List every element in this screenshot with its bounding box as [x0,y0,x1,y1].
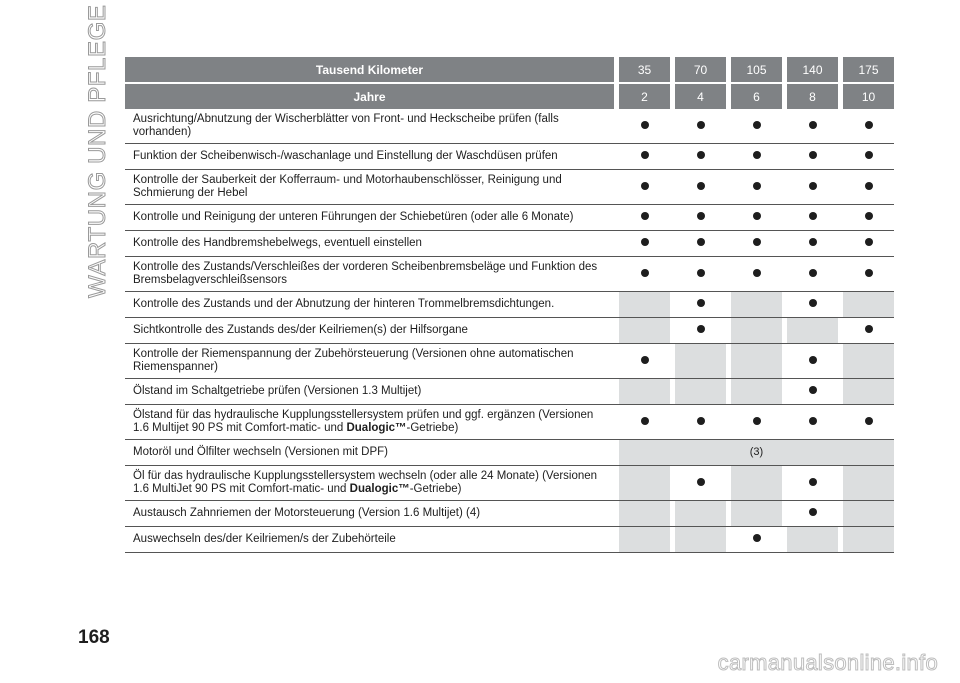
check-dot-icon [753,151,761,159]
interval-cell [731,257,782,292]
page-number: 168 [78,627,110,648]
task-description: Sichtkontrolle des Zustands des/der Keilriemen(s) der Hilfsorgane [125,318,614,344]
interval-cell [675,466,726,501]
check-dot-icon [865,121,873,129]
interval-cell [675,501,726,527]
interval-cell [731,344,782,379]
check-dot-icon [865,212,873,220]
interval-cell [675,144,726,170]
check-dot-icon [641,182,649,190]
interval-cell [675,405,726,440]
task-description: Auswechseln des/der Keilriemen/s der Zubehörteile [125,527,614,553]
check-dot-icon [697,269,705,277]
interval-cell [675,109,726,144]
interval-cell [787,170,838,205]
interval-cell [675,231,726,257]
interval-cell [619,205,670,231]
interval-cell [731,527,782,553]
interval-cell [787,257,838,292]
table-row [125,231,894,257]
header-row-years [125,84,894,109]
task-description: Ölstand im Schaltgetriebe prüfen (Versionen 1.3 Multijet) [125,379,614,405]
interval-cell [619,405,670,440]
check-dot-icon [865,325,873,333]
interval-cell [619,231,670,257]
header-kilometers-label: Tausend Kilometer [125,57,614,84]
header-year-value: 8 [787,84,838,109]
check-dot-icon [641,121,649,129]
interval-cell [619,501,670,527]
task-description: Kontrolle der Sauberkeit der Kofferraum- und Motorhaubenschlösser, Reinigung und Schmierung der Hebel [125,170,614,205]
check-dot-icon [753,212,761,220]
check-dot-icon [865,182,873,190]
task-description [125,405,614,440]
task-description: Kontrolle und Reinigung der unteren Führungen der Schiebetüren (oder alle 6 Monate) [125,205,614,231]
header-row-kilometers [125,57,894,84]
check-dot-icon [697,151,705,159]
interval-cell [843,144,894,170]
check-dot-icon [753,534,761,542]
header-year-value: 10 [843,84,894,109]
task-description: Ausrichtung/Abnutzung der Wischerblätter von Front- und Heckscheibe prüfen (falls vorhanden) [125,109,614,144]
table-row [125,205,894,231]
interval-cell [787,466,838,501]
table-row [125,318,894,344]
check-dot-icon [641,417,649,425]
table-row [125,292,894,318]
interval-cell [619,379,670,405]
interval-cell [731,501,782,527]
brand-name: Dualogic™ [349,483,410,495]
check-dot-icon [753,417,761,425]
check-dot-icon [697,182,705,190]
header-km-value: 35 [619,57,670,84]
task-text: -Getriebe) [406,422,459,434]
check-dot-icon [809,299,817,307]
interval-cell [843,344,894,379]
table-row [125,405,894,440]
interval-cell [619,257,670,292]
interval-cell [675,170,726,205]
check-dot-icon [697,121,705,129]
check-dot-icon [753,269,761,277]
interval-cell [787,205,838,231]
interval-cell [787,405,838,440]
interval-cell [675,344,726,379]
task-description: Austausch Zahnriemen der Motorsteuerung (Version 1.6 Multijet) (4) [125,501,614,527]
interval-cell [619,144,670,170]
table-row [125,379,894,405]
interval-cell [619,109,670,144]
interval-cell [619,318,670,344]
interval-cell [731,231,782,257]
interval-cell [731,292,782,318]
maintenance-table [125,57,894,553]
interval-cell [843,170,894,205]
interval-cell [843,257,894,292]
table-row [125,501,894,527]
check-dot-icon [865,238,873,246]
header-km-value: 105 [731,57,782,84]
check-dot-icon [809,356,817,364]
interval-cell [731,318,782,344]
interval-cell [787,292,838,318]
header-year-value: 4 [675,84,726,109]
task-description: Kontrolle des Handbremshebelwegs, eventuell einstellen [125,231,614,257]
header-year-value: 2 [619,84,670,109]
interval-cell [843,466,894,501]
task-description: Kontrolle des Zustands und der Abnutzung der hinteren Trommelbremsdichtungen. [125,292,614,318]
interval-cell [843,205,894,231]
interval-cell [731,405,782,440]
interval-cell [619,292,670,318]
interval-cell [787,144,838,170]
table-row [125,109,894,144]
interval-cell [787,527,838,553]
interval-cell [843,379,894,405]
interval-cell [843,231,894,257]
task-description: Funktion der Scheibenwisch-/waschanlage und Einstellung der Waschdüsen prüfen [125,144,614,170]
task-description: Kontrolle des Zustands/Verschleißes der vorderen Scheibenbremsbeläge und Funktion des Bremsbelagverschleißsensors [125,257,614,292]
check-dot-icon [697,212,705,220]
interval-cell [843,109,894,144]
task-description [125,466,614,501]
table-row [125,144,894,170]
check-dot-icon [809,182,817,190]
interval-cell [787,379,838,405]
table-row [125,344,894,379]
check-dot-icon [809,212,817,220]
check-dot-icon [753,182,761,190]
interval-cell [731,205,782,231]
interval-cell [619,527,670,553]
interval-cell [675,527,726,553]
header-km-value: 175 [843,57,894,84]
interval-cell [675,205,726,231]
table-row [125,466,894,501]
check-dot-icon [809,121,817,129]
check-dot-icon [697,417,705,425]
interval-cell [619,466,670,501]
check-dot-icon [865,417,873,425]
table-row [125,257,894,292]
interval-cell [787,318,838,344]
check-dot-icon [641,151,649,159]
check-dot-icon [641,356,649,364]
interval-cell [675,379,726,405]
check-dot-icon [809,238,817,246]
table-row [125,527,894,553]
check-dot-icon [809,386,817,394]
check-dot-icon [697,238,705,246]
check-dot-icon [753,121,761,129]
interval-cell [731,170,782,205]
check-dot-icon [697,325,705,333]
interval-cell [843,527,894,553]
interval-cell [787,501,838,527]
interval-cell [619,344,670,379]
task-text: Ölstand für das hydraulische Kupplungsstellersystem prüfen und ggf. ergänzen (Versionen 1.6 Multijet 90 PS mit Comfort-matic- und [133,409,594,434]
check-dot-icon [697,478,705,486]
interval-cell [787,344,838,379]
interval-cell [675,257,726,292]
check-dot-icon [641,212,649,220]
task-description: Kontrolle der Riemenspannung der Zubehörsteuerung (Versionen ohne automatischen Riemenspanner) [125,344,614,379]
check-dot-icon [865,269,873,277]
header-km-value: 140 [787,57,838,84]
task-text: Öl für das hydraulische Kupplungsstellersystem wechseln (oder alle 24 Monate) (Versionen 1.6 MultiJet 90 PS mit Comfort-matic- und [133,470,598,495]
check-dot-icon [641,269,649,277]
check-dot-icon [809,478,817,486]
interval-cell [731,379,782,405]
header-year-value: 6 [731,84,782,109]
interval-cell [843,501,894,527]
check-dot-icon [865,151,873,159]
check-dot-icon [809,151,817,159]
check-dot-icon [809,269,817,277]
interval-cell [675,318,726,344]
table-row [125,170,894,205]
header-years-label: Jahre [125,84,614,109]
header-km-value: 70 [675,57,726,84]
interval-cell [731,466,782,501]
brand-name: Dualogic™ [346,422,407,434]
check-dot-icon [697,299,705,307]
check-dot-icon [641,238,649,246]
interval-cell [731,144,782,170]
interval-cell [619,170,670,205]
interval-note: (3) [619,440,894,466]
interval-cell [787,109,838,144]
interval-cell [787,231,838,257]
interval-cell [843,292,894,318]
watermark: carmanualsonline.info [717,650,938,675]
task-text: -Getriebe) [409,483,462,495]
check-dot-icon [809,508,817,516]
interval-cell [731,109,782,144]
table-row [125,440,894,466]
section-side-title: WARTUNG UND PFLEGE [84,4,111,298]
task-description: Motoröl und Ölfilter wechseln (Versionen mit DPF) [125,440,614,466]
interval-cell [843,405,894,440]
interval-cell [675,292,726,318]
check-dot-icon [753,238,761,246]
check-dot-icon [809,417,817,425]
interval-cell [843,318,894,344]
